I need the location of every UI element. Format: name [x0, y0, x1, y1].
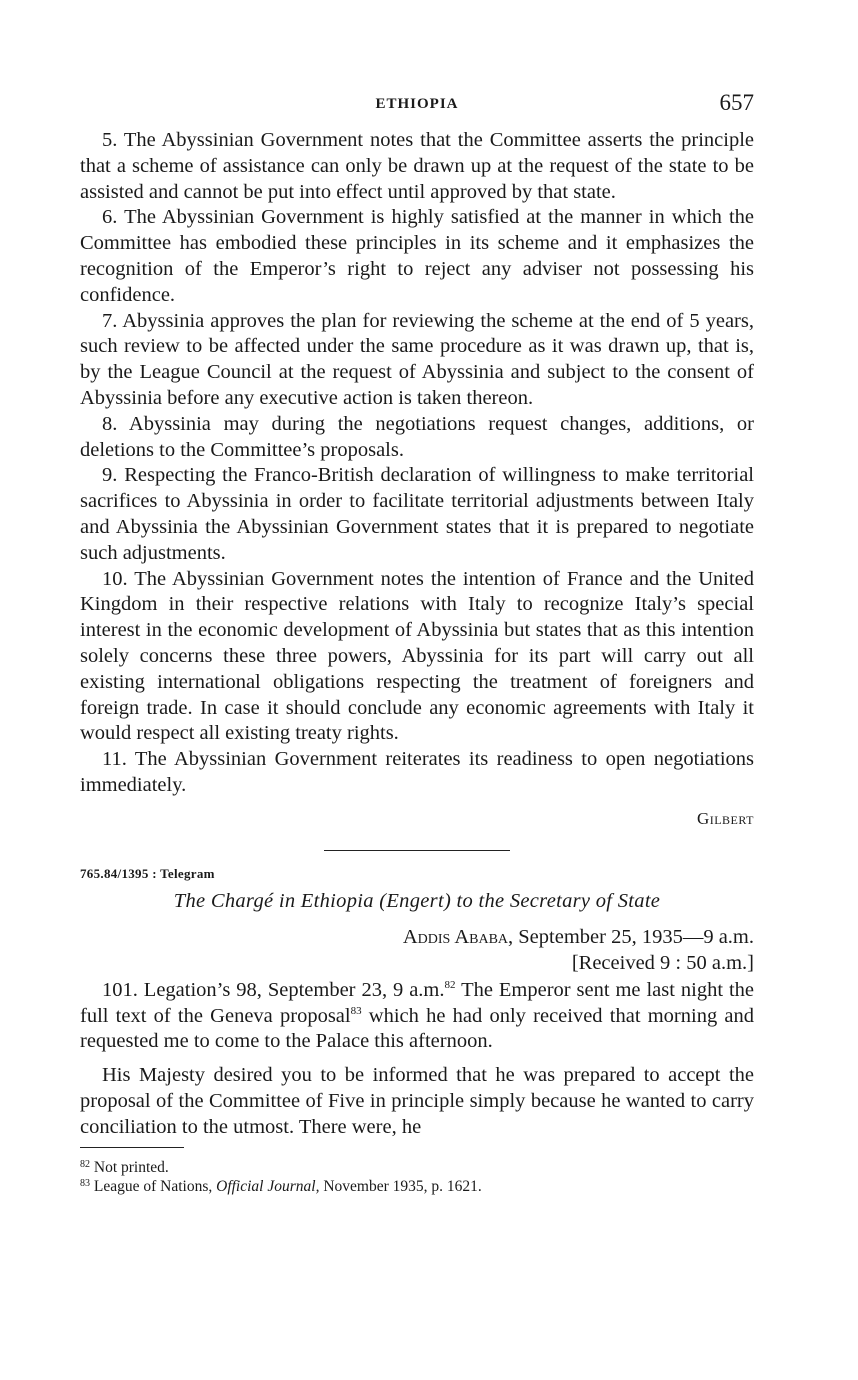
- footnote-ref-83: 83: [350, 1004, 362, 1017]
- paragraph-5: 5. The Abyssinian Government notes that the Committee asserts the principle that a scheme of assistance can only be drawn up at the request of the state to be assisted and cannot be put into effect until approved by that state.: [80, 129, 754, 203]
- footnote-text: November 1935, p. 1621.: [319, 1177, 482, 1195]
- dateline: [80, 924, 754, 950]
- paragraph-6: 6. The Abyssinian Government is highly satisfied at the manner in which the Committee has embodied these principles in its scheme and it emphasizes the recognition of the Emperor’s right to reject any adviser not possessing his confidence.: [80, 206, 754, 306]
- running-title: ETHIOPIA: [375, 96, 459, 112]
- page-number: 657: [719, 90, 754, 115]
- body-text: [80, 128, 754, 799]
- document-title: The Chargé in Ethiopia (Engert) to the Secretary of State: [173, 889, 661, 912]
- telegram-paragraph-1: [80, 978, 754, 1055]
- section-divider: [324, 850, 510, 851]
- footnote-text: Not printed.: [93, 1158, 169, 1176]
- footnote-ref-82: 82: [444, 978, 456, 991]
- footnote-82: [80, 1158, 754, 1177]
- footnotes: [80, 1158, 754, 1196]
- signature: Gilbert: [696, 808, 754, 828]
- telegram-text-c: which he had only received that morning and requested me to come to the Palace this afternoon.: [80, 1004, 755, 1053]
- paragraph-9: 9. Respecting the Franco-British declaration of willingness to make territorial sacrifices to Abyssinia in order to facilitate territorial adjustments between Italy and Abyssinia the Abyssinian Government states that it is prepared to negotiate such adjustments.: [80, 464, 754, 564]
- paragraph-11: 11. The Abyssinian Government reiterates its readiness to open negotiations immediately.: [80, 748, 754, 796]
- footnote-text: League of Nations,: [93, 1177, 217, 1195]
- footnote-divider: [80, 1147, 184, 1148]
- telegram-body: [80, 978, 754, 1141]
- document-page: [80, 88, 754, 1196]
- dateline-date: September 25, 1935—9 a.m.: [518, 925, 754, 948]
- telegram-text-b: The Emperor sent me last night the full text of the Geneva proposal: [80, 978, 754, 1027]
- paragraph-8: 8. Abyssinia may during the negotiations request changes, additions, or deletions to the Committee’s proposals.: [80, 412, 754, 461]
- paragraph-7: 7. Abyssinia approves the plan for reviewing the scheme at the end of 5 years, such review to be affected under the same procedure as it was drawn up, that is, by the League Council at the request of Abyssinia and subject to the consent of Abyssinia before any executive action is taken thereon.: [80, 309, 754, 409]
- paragraph-10: 10. The Abyssinian Government notes the intention of France and the United Kingdom in their respective relations with Italy to recognize Italy’s special interest in the economic development of Abyssinia but states that as this intention solely concerns these three powers, Abyssinia for its part will carry out all existing international obligations respecting the treatment of foreigners and foreign trade. In case it should conclude any economic agreements with Italy it would respect all existing treaty rights.: [80, 567, 754, 745]
- footnote-83: [80, 1177, 754, 1196]
- journal-title: Official Journal,: [216, 1177, 320, 1195]
- file-reference: 765.84/1395 : Telegram: [80, 865, 215, 881]
- telegram-text-a: 101. Legation’s 98, September 23, 9 a.m.: [102, 978, 445, 1001]
- footnote-number: 82: [80, 1158, 90, 1170]
- dateline-place: Addis Ababa,: [402, 925, 514, 948]
- page-header: [80, 88, 754, 128]
- telegram-paragraph-2: His Majesty desired you to be informed that he was prepared to accept the proposal of the Committee of Five in principle simply because he wanted to carry conciliation to the utmost. There were, he: [80, 1064, 754, 1138]
- footnote-number: 83: [80, 1177, 90, 1189]
- received-time: [Received 9 : 50 a.m.]: [571, 951, 754, 974]
